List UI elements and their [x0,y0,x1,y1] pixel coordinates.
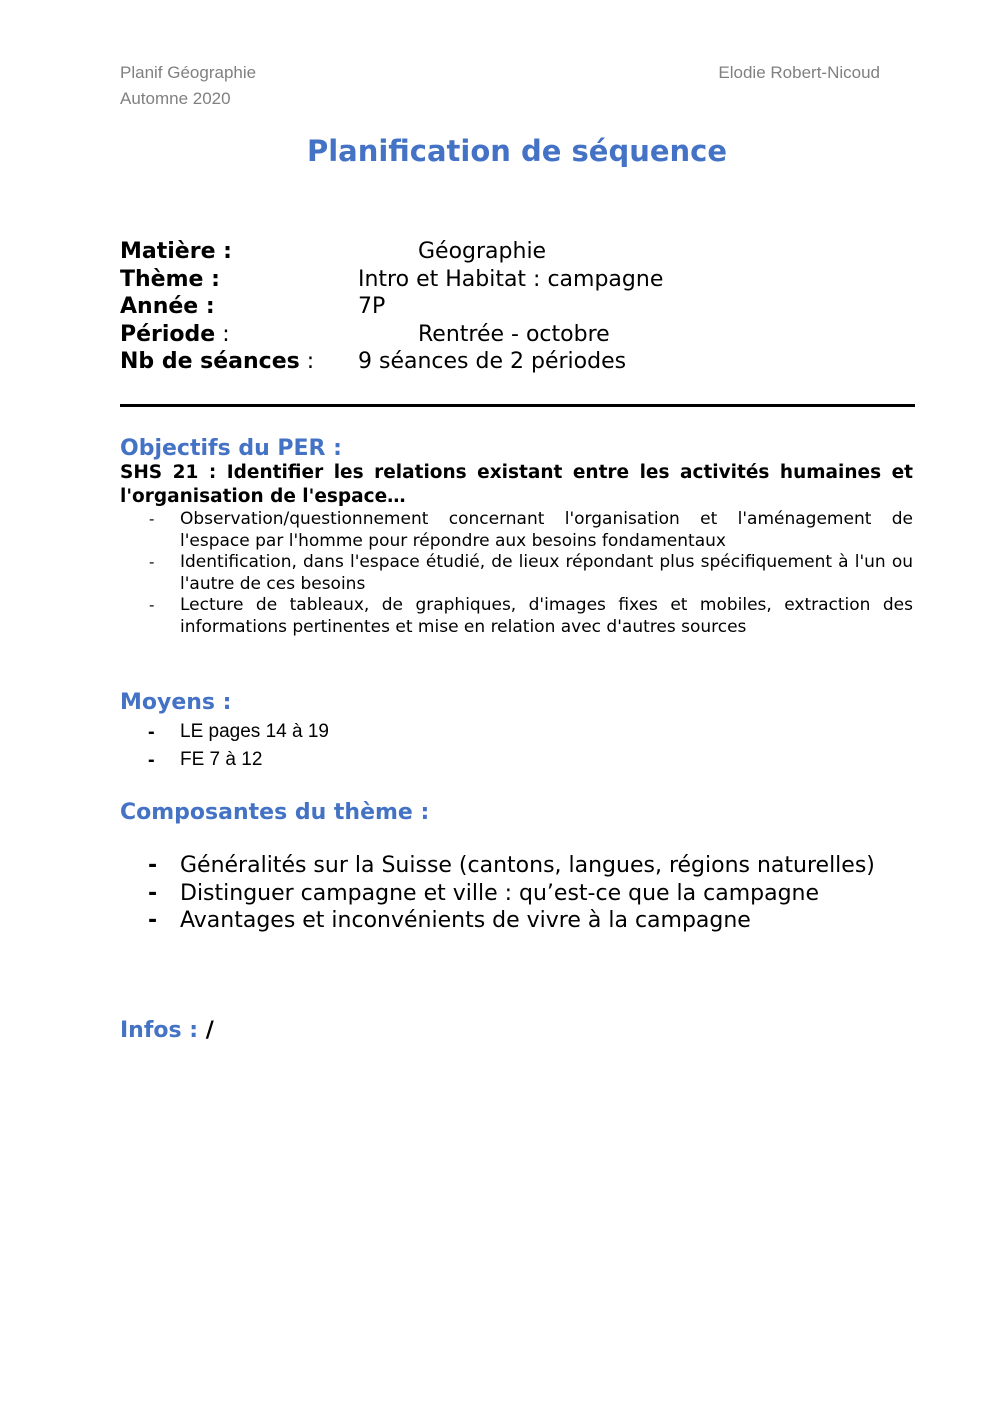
list-item [120,595,913,638]
info-row-periode [120,321,920,349]
list-item [120,907,913,935]
info-row-annee [120,293,920,321]
info-row-theme [120,266,920,294]
list-item [120,509,913,552]
theme-label: Thème : [120,266,220,292]
list-item [120,880,913,908]
composante-text: Généralités sur la Suisse (cantons, langues, régions naturelles) [180,853,875,878]
objectifs-list [120,509,913,638]
header-left [120,60,256,112]
info-block [120,238,920,376]
bullet-dash: - [149,510,155,528]
composante-text: Avantages et inconvénients de vivre à la campagne [180,908,751,933]
separator-line [120,404,915,407]
bullet-dash: - [149,553,155,571]
annee-label: Année : [120,294,215,319]
periode-colon: : [215,321,230,347]
infos-heading [120,1016,214,1046]
bullet-dash: - [148,880,158,906]
seances-colon: : [299,349,315,374]
seances-label: Nb de séances [120,349,300,374]
list-item [120,746,913,774]
info-row-matiere [120,238,920,266]
shs-objective: SHS 21 : Identifier les relations existant entre les activités humaines et l'organisation de l'espace… [120,462,913,507]
composantes-heading: Composantes du thème : [120,800,430,825]
list-item [120,552,913,595]
page-header [120,60,880,112]
objectif-text: Lecture de tableaux, de graphiques, d'images fixes et mobiles, extraction des informations pertinentes et mise en relation avec d'autres sources [180,595,913,637]
periode-value: Rentrée - octobre [418,321,610,347]
infos-label: Infos : [120,1018,199,1043]
seances-value: 9 séances de 2 périodes [358,349,627,374]
moyens-heading: Moyens : [120,690,232,715]
composantes-list [120,852,913,935]
bullet-dash: - [148,908,158,933]
matiere-label: Matière : [120,239,232,264]
objectif-text: Identification, dans l'espace étudié, de lieux répondant plus spécifiquement à l'un ou l'autre de ces besoins [180,552,913,594]
composante-text: Distinguer campagne et ville : qu’est-ce que la campagne [180,880,820,906]
infos-value: / [205,1018,214,1043]
header-author: Elodie Robert-Nicoud [718,63,880,82]
bullet-dash: - [148,721,155,743]
moyen-text: FE 7 à 12 [180,749,263,770]
matiere-value: Géographie [418,239,547,264]
header-term: Automne 2020 [120,89,231,108]
list-item [120,718,913,746]
objectif-text: Observation/questionnement concernant l'organisation et l'aménagement de l'espace par l'homme pour répondre aux besoins fondamentaux [180,509,913,551]
objectifs-heading: Objectifs du PER : [120,436,342,461]
header-course: Planif Géographie [120,63,257,82]
periode-label: Période [120,321,216,347]
annee-value: 7P [358,294,386,319]
moyens-list [120,718,913,774]
bullet-dash: - [149,596,155,614]
info-row-seances [120,348,920,376]
bullet-dash: - [148,749,155,771]
theme-value: Intro et Habitat : campagne [358,266,664,292]
list-item [120,852,913,880]
bullet-dash: - [148,853,158,878]
moyen-text: LE pages 14 à 19 [180,721,329,742]
page-title: Planification de séquence [306,134,728,168]
